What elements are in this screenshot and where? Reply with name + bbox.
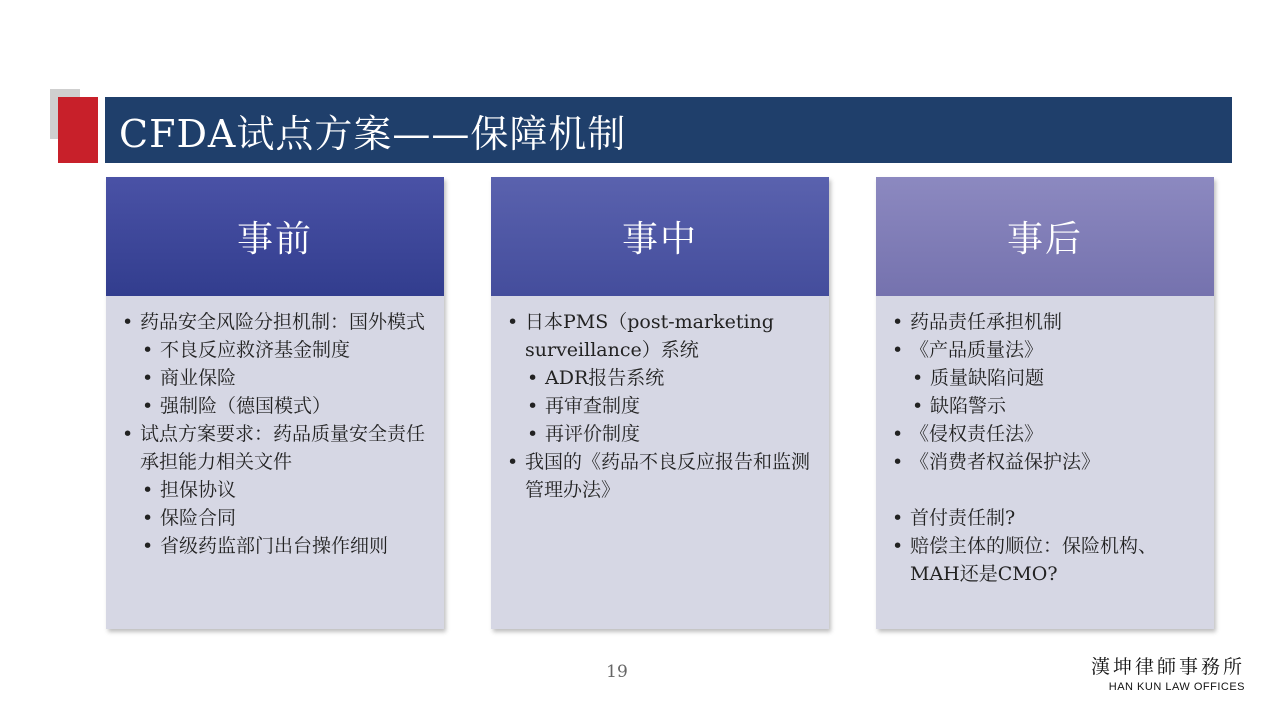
list-item: • 省级药监部门出台操作细则 — [118, 532, 430, 560]
column-body-before — [106, 296, 444, 629]
list-item: • 强制险（德国模式） — [118, 392, 430, 420]
list-item: • 再审查制度 — [503, 392, 815, 420]
list-item: • 《侵权责任法》 — [888, 420, 1200, 448]
list-item: • 我国的《药品不良反应报告和监测管理办法》 — [503, 448, 815, 504]
column-during — [491, 177, 829, 629]
list-item: • 日本PMS（post-marketing surveillance）系统 — [503, 308, 815, 364]
logo-english-name: HAN KUN LAW OFFICES — [1108, 681, 1245, 693]
slide-title: CFDA试点方案——保障机制 — [119, 111, 627, 156]
list-item: • 药品责任承担机制 — [888, 308, 1200, 336]
list-item: • 首付责任制? — [888, 504, 1200, 532]
list-item: • 保险合同 — [118, 504, 430, 532]
list-item: • 《消费者权益保护法》 — [888, 448, 1200, 476]
list-item: • 缺陷警示 — [888, 392, 1200, 420]
list-item: • 赔偿主体的顺位：保险机构、MAH还是CMO? — [888, 532, 1200, 588]
column-heading-before: 事前 — [106, 177, 444, 296]
list-item: • 再评价制度 — [503, 420, 815, 448]
list-item: • 试点方案要求：药品质量安全责任承担能力相关文件 — [118, 420, 430, 476]
list-item: • 药品安全风险分担机制：国外模式 — [118, 308, 430, 336]
column-before — [106, 177, 444, 629]
logo-chinese-name: 漢坤律師事務所 — [1090, 656, 1245, 678]
column-heading-during: 事中 — [491, 177, 829, 296]
column-heading-after: 事后 — [876, 177, 1214, 296]
column-after — [876, 177, 1214, 629]
title-bar — [105, 97, 1232, 163]
list-item: • 《产品质量法》 — [888, 336, 1200, 364]
title-accent-red — [58, 97, 98, 163]
firm-logo — [1090, 652, 1245, 693]
list-item: • 担保协议 — [118, 476, 430, 504]
page-number: 19 — [606, 662, 628, 682]
list-item: • 质量缺陷问题 — [888, 364, 1200, 392]
list-item: • ADR报告系统 — [503, 364, 815, 392]
column-body-during — [491, 296, 829, 629]
column-body-after — [876, 296, 1214, 629]
list-spacer — [888, 476, 1200, 504]
list-item: • 商业保险 — [118, 364, 430, 392]
list-item: • 不良反应救济基金制度 — [118, 336, 430, 364]
